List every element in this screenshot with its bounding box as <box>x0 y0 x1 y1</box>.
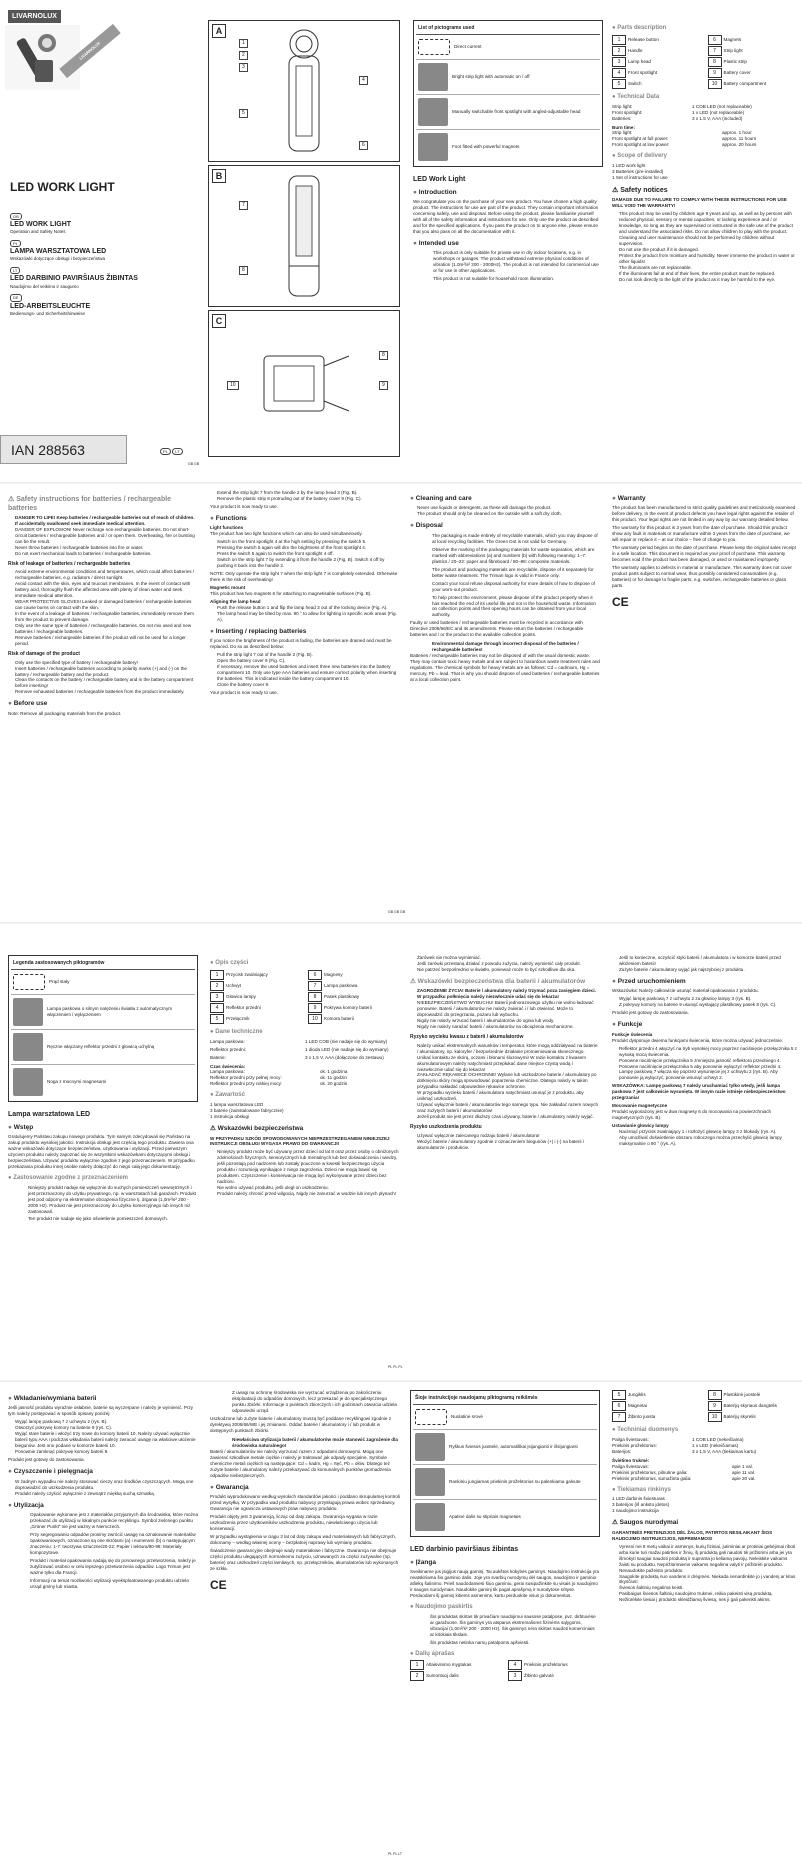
pictogram-table-pl: Legenda zastosowanych piktogramów Prąd stały Lampa paskowa o silnym natężeniu światła z automatycznym włączeniem i wyłączeniem Ręczne włączany reflektor przedni z głowicą uchylną Noga z mocnymi magnesami <box>8 955 198 1102</box>
lt-use-heading: ● Naudojimo paskirtis <box>410 1603 473 1610</box>
pl-product-title: Lampa warsztatowa LED <box>8 1110 91 1118</box>
callout: 8 <box>239 266 248 275</box>
pl-col-functions <box>612 955 797 1365</box>
battery-safety-list: • DANGER TO LIFE! Keep batteries / rechargeable batteries out of reach of children. If accidentally swallowed seek immediate medical attention. • DANGER OF EXPLOSION! Never recharge non-rechargeable batteries. Do not short-circuit batteries / rechargeable batteries and / or open them. Overheating, fire or bursting can be the result. • Never throw batteries / rechargeable batteries into fire or water. • Do not exert mechanical loads to batteries / rechargeable batteries. <box>8 515 198 557</box>
before-use-heading: ● Before use <box>8 700 48 708</box>
page-cover <box>0 0 802 480</box>
diagonal-brand-strip: LIVARNOLUX <box>59 24 120 78</box>
country-badges <box>160 448 183 455</box>
safety-heading: ⚠ Safety notices <box>612 187 668 195</box>
intended-use-heading: ● Intended use <box>413 239 459 247</box>
tech-heading: ● Technical Data <box>612 93 660 100</box>
work-light-drawing-c <box>249 336 359 436</box>
pl-before-steps: • Wyjąć lampę paskową 7 z uchwytu 2 za głowicę lampy 3 (rys. B). • Z pokrywy komory na baterie 9 usunąć wystający plastikowy pasek 8 (rys. C). <box>612 996 797 1008</box>
lt-tech-data: Pailga šviestuvas: 1 COB LED (nekeičiama) Priekinis prožektorius: 1 x LED (nekeičiamas) Baterijos: 3 x 1,5 V, AAA (tiekiamas kartu) <box>612 1436 757 1454</box>
lang-title: LED DARBINIO PAVIRŠIAUS ŽIBINTAS <box>10 275 138 283</box>
lt-tech-heading: ● Techniniai duomenys <box>612 1427 679 1433</box>
lang-sub: Naudojimo del veikimo ir saugumo <box>10 283 79 289</box>
leak-heading: Risk of leakage of batteries / rechargeable batteries <box>8 560 131 567</box>
callout: 4 <box>359 76 368 85</box>
lt-scope-list: 1 LED darbinis šviestuvas 3 baterijos (iš anksto įdėtos) 1 naudojimo instrukcija <box>612 1496 670 1514</box>
magnet-foot-icon <box>418 133 448 161</box>
strip-light-icon <box>415 1433 445 1461</box>
pl-insert-steps: • Wyjąć lampę paskową 7 z uchwytu 2 (rys. B). • Otworzyć pokrywę komory na baterie 9 (rys. C). • Wyjąć stare baterie i włożyć trzy nowe do komory baterii 10. Należy używać wyłącznie baterii typu AAA i podczas wkładania baterii należy zwracać uwagę na właściwe ułożenie biegunów. Jest ono podane w komorze baterii 10. • Ponownie zamknąć pokrywę komory baterii 9. <box>8 1419 198 1455</box>
strip-light-icon <box>13 998 43 1026</box>
ian-number: IAN 288563 <box>11 442 85 458</box>
part-item: 6 Magnets <box>708 35 798 45</box>
pl-safety-warning: W PRZYPADKU SZKÓD SPOWODOWANYCH NIEPRZESTRZEGANIEM NINIEJSZEJ INSTRUKCJI OBSŁUGI WYGASA PRAWO DO GWARANCJI! <box>210 1135 390 1147</box>
language-entry-lt <box>10 267 195 289</box>
pl2-col-batteries <box>8 1390 198 1855</box>
part-item: 1 Release button <box>612 35 702 45</box>
page-pl-1 <box>0 955 802 1375</box>
pictogram-text: Bright strip light with automatic on / off <box>452 73 530 79</box>
lt-scope-heading: ● Tiekiamas rinkinys <box>612 1486 671 1493</box>
warning-triangle-icon: ⚠ <box>8 496 17 503</box>
lang-sub: Wskazówki dotyczące obsługi i bezpieczeństwa <box>10 256 106 262</box>
pictogram-table-lt: Šioje instrukcijoje naudojamų piktogramų reikšmės Nuolatinė srovė Ryškus šviesos juostelė, automatiškai įsijungianti ir išsijungianti Rankiniu jungiamas priekinis prožektorius su palenkiama galvute Apatinė dalis su stipriais magnetais <box>410 1390 600 1537</box>
pl-mag-heading: Mocowanie magnetyczne <box>612 1103 668 1109</box>
lang-code: DE <box>10 294 22 301</box>
ian-box <box>0 435 127 464</box>
pl-disposal-last: Z uwagi na ochronę środowiska nie wyrzucać urządzenia po zakończeniu eksploatacji do odpadów domowych, lecz przekazać je do specjalistycznego punktu zbiórki. Informacje o punktach zbiorczych i ich godzinach otwarcia udziela odpowiedni urząd. <box>232 1390 397 1413</box>
pl-safety-heading: ⚠ Wskazówki bezpieczeństwa <box>210 1125 304 1133</box>
lang-title: LAMPA WARSZTATOWA LED <box>10 248 107 256</box>
pl-functions-heading: ● Funkcje <box>612 1021 643 1029</box>
intro-text: We congratulate you on the purchase of your new product. You have chosen a high quality product. The instructions for use are part of the product. They contain important information concerning safety, use and disposal. Before using the product, please familiarise yourself with all of the safety information and instructions for use. Only use the product as described and for the specified applications. If you pass the product on to anyone else, please ensure that you also pass on all the documentation with it. <box>413 199 599 234</box>
pictogram-row <box>416 95 600 130</box>
pl-scope-list: 1 lampa warsztatowa LED 3 baterie (zainstalowane fabrycznie) 1 instrukcja obsługi <box>210 1102 284 1120</box>
pl-tech-data: Lampa paskowa: 1 LED COB (nie nadaje się do wymiany) Reflektor przedni: 1 dioda LED (nie nadaje się do wymiany) Baterie: 3 x 1,5 V, AAA (dołączone do zestawu) <box>210 1038 389 1060</box>
pl-disposal-heading: ● Utylizacja <box>8 1501 44 1509</box>
lt-parts-list-a: 1 Atlaisvinimo mygtukas 4 Priekinis prožektorius 2 Sumontuoj dalis 3 Žibinto galvutė <box>410 1660 600 1681</box>
insert-batteries-steps: • Pull the strip light 7 out of the handle 2 (Fig. B). • Open the battery cover 9 (Fig. C). • If necessary, remove the used batteries and insert three new batteries into the battery compartment 10. Only use type AAA batteries and ensure correct polarity when inserting the batteries. This is indicated inside the battery compartment 10. • Close the battery cover 9. <box>210 652 400 688</box>
lt-parts-list-b: 5 Jungiklis 8 Plastikinė juostelė 6 Magnetai 9 Baterijų skyriaus dangtelis 7 Žibinto juosta 10 Baterijų skyrelis <box>612 1390 797 1422</box>
callout: 1 <box>239 39 248 48</box>
pl-functions-steps: • Reflektor przedni 4 włączyć na tryb wysokiej mocy poprzez naciśnięcie przełącznika 5 z wysoką mocą świecenia. • Ponowne naciśnięcie przełącznika 5 zmniejsza jasność reflektora przedniego 4. • Ponowne naciśnięcie przełącznika 5 aby ponownie wyłączyć reflektor przedni 4. • Lampę paskową 7 włącza się poprzez wysunięcie jej z uchwytu 2 (rys. B). Aby ponownie ją wyłączyć, ponownie wsunąć uchwyt 2. <box>612 1046 797 1082</box>
pictogram-title: List of pictograms used <box>416 23 600 35</box>
direct-current-icon <box>415 1409 447 1425</box>
pl-safety-list: • Niniejszy produkt może być używany przez dzieci od lat 8 oraz przez osoby o obniżonych zdolnościach fizycznych, sensorycznych lub mentalnych lub bez doświadczenia i wiedzy, jeśli pozostają pod nadzorem lub zostały pouczone w kwestii bezpiecznego użycia produktu i rozumieją wynikające z niego zagrożenia. Dzieci nie mogą bawić się produktem. Czyszczenie i konserwacja nie mogą być wykonywane przez dzieci bez nadzoru. • Nie wolno używać produktu, jeśli uległ on uszkodzeniu. • Produkt należy chronić przed wilgocią. Nigdy nie zanurzać w wodzie lub innych płynach! <box>210 1149 400 1197</box>
lang-title: LED-ARBEITSLEUCHTE <box>10 302 91 310</box>
align-steps: • Push the release button 1 and flip the lamp head 3 out of the locking device (Fig. A). • The lamp head may be tilted by max. 90 ° to allow for lighting in specific work areas (Fig. A). <box>210 605 400 623</box>
en-col-parts <box>612 20 797 470</box>
page-footer: GB GB GB <box>388 910 406 914</box>
scope-heading: ● Scope of delivery <box>612 153 667 160</box>
pl-battery-list: • ZAGROŻENIE ŻYCIA! Baterie / akumulatory należy trzymać poza zasięgiem dzieci. W przypadku połknięcia należy niezwłocznie udać się do lekarza! • NIEBEZPIECZEŃSTWO WYBUCHU! Baterii jednorazowego użytku nie wolno ładować ponownie. Baterii / akumulatorów nie należy zwierać i / lub otwierać. Może to doprowadzić do przegrzania, pożaru lub wybuchu. • Nigdy nie należy wrzucać baterii / akumulatorów do ognia lub wody. • Nigdy nie należy narażać baterii / akumulatorów na obciążenia mechaniczne. <box>410 988 600 1030</box>
damage-heading: Risk of damage of the product <box>8 651 80 658</box>
lt-col-tech <box>612 1390 797 1855</box>
pl-battery-heading: ⚠ Wskazówki bezpieczeństwa dla baterii / akumulatorów <box>410 977 586 985</box>
part-item: 5 Switch <box>612 79 702 89</box>
pl-insert-heading: ● Wkładanie/wymiana baterii <box>8 1395 97 1402</box>
pl-disposal-list: Opakowanie wykonane jest z materiałów przyjaznych dla środowiska, które można przekazać do utylizacji w lokalnym punkcie recyklingu. Symbol zielonego punktu „Grüner Punkt“ nie jest ważny w Niemczech. Przy segregowaniu odpadów prosimy zwrócić uwagę na oznakowanie materiałów opakowaniowych, oznaczone są one skrótami (a) i numerami (b) o następującym znaczeniu: 1-7: tworzywa sztuczne/20-22: Papier i tektura/80-98: Materiały kompozytowe. Produkt i materiał opakowania nadają się do ponownego przetworzenia, należy je zutylizować osobno w celu lepszego przetworzenia odpadów. Logo Triman jest ważne tylko dla Francji. Informacji na temat możliwości utylizacji wyeksploatowanego produktu udziela urząd gminy lub miasta. <box>30 1511 198 1589</box>
functions-subheading: Light functions <box>210 525 244 531</box>
safety-list: • This product may be used by children age 8 years and up, as well as by persons with reduced physical, sensory or mental capacities, or lacking experience and / or knowledge, so long as they are supervised or instructed in the safe use of the product and understand the associated risks. Do not allow children to play with the product. Cleaning and user maintenance should not be performed by children without supervision. • Do not use the product if it is damaged. • Protect the product from moisture and humidity. Never immerse the product in water or other liquids! • The illuminants are not replaceable. • If the illuminants fail at end of their lives, the entire product must be replaced. • Do not look directly to the light of the product as it may be harmful to the eye. <box>612 211 797 283</box>
pl-ready-2: Produkt jest gotowy do zastosowania. <box>8 1457 85 1463</box>
figure-letter: B <box>212 169 226 183</box>
lang-sub: Bedienungs- und Sicherheitshinweise <box>10 310 86 316</box>
work-light-drawing-b <box>264 171 344 301</box>
pictogram-text: Foot fitted with powerful magnets <box>452 143 520 149</box>
figure-c <box>208 310 400 457</box>
cover-title: LED WORK LIGHT <box>10 180 115 194</box>
pl-align-steps: • Nacisnąć przycisk zwalniający 1 i rozłożyć głowicę lampy 3 z blokady (rys. A). • Aby umożliwić doświetlenie obszaru roboczego można przechylić głowicę lampy maksymalnie o 90 ° (rys. A). <box>612 1129 797 1147</box>
callout: 10 <box>227 381 239 390</box>
burn-time-data: Strip light: approx. 1 hour Front spotlight at full power: approx. 11 hours Front spotlight at low power: approx. 20 hours <box>612 130 757 148</box>
pl-safety-list-cont: • Żarówek nie można wymieniać. • Jeśli żarówki przestaną działać z powodu zużycia, należy wymienić cały produkt. • Nie patrzeć bezpośrednio w światło, ponieważ może to być szkodliwe dla oka. <box>410 955 600 973</box>
page-pl-lt <box>0 1390 802 1865</box>
pictogram-table <box>413 20 603 167</box>
parts-heading: ● Parts description <box>612 25 667 31</box>
ready-text: Your product is now ready to use. <box>210 503 279 509</box>
pl-use-heading: ● Zastosowanie zgodne z przeznaczeniem <box>8 1174 128 1181</box>
pl-warranty-heading: ● Gwarancja <box>210 1483 249 1491</box>
pl-damage-list: • Używać wyłącznie zalecanego rodzaju baterii / akumulatora! • Włożyć baterie / akumulatory zgodnie z oznaczeniem biegunów (+) i (-) na baterii / akumulatorze i produkcie. <box>410 1133 600 1151</box>
en-col-disposal <box>410 490 600 910</box>
pictogram-row <box>416 130 600 164</box>
direct-current-icon <box>418 39 450 55</box>
lt-intro-heading: ● Įžanga <box>410 1558 436 1566</box>
product-photo <box>5 25 80 90</box>
lt-safety-list: • Vyresni nei 8 metų vaikai ir asmenys, kurių fiziniai, jutiminiai ar protiniai gebėjimai riboti arba kurie turi mažai patirties ir žinių, šį produktą gali naudoti tik prižiūrimi arba jei yra išmokyti saugiai naudoti produktą ir supranta jo keliamą pavojų. Neleiskite vaikams žaisti su produktu. Neprižiūrimiems vaikams negalima valyti ir prižiūrėti produkto. • Nenaudokite pažeisto produkto. • Saugokite produktą nuo vandens ir drėgmės. Niekada nenardinkite jo į vandenį ar kitus skysčius! • Šviesos šaltinių negalima keisti. • Pasibaigus šviesos šaltinių naudojimo trukmei, reikia pakeisti visą produktą. • Nežiūrėkite tiesiai į produkto skleidžiamą šviesą, nes ji gali pakenkti akims. <box>612 1544 797 1604</box>
lt-intro-text: Sveikiname jus įsigijus naują gaminį. Tai aukštos kokybės gaminys. Naudojimo instrukcija yra neatskiriama šio gaminio dalis. Joje yra svarbių nurodymų dėl saugos, naudojimo ir gaminio atliekų šalinimo. Prieš naudodamiesi šiuo gaminiu, gerai susipažinkite su visais jo naudojimo ir saugos nurodymais. Naudokite gaminį tik pagal aprašymą ir nurodytose srityse. Perduodami šį gaminį kitiems asmenims, kartu perduokite visus jo dokumentus. <box>410 1569 600 1598</box>
callout: 6 <box>359 141 368 150</box>
pl-use-text-2: Ten produkt nie nadaje się jako oświetlenie pomieszczeń domowych. <box>28 1216 168 1222</box>
warning-triangle-icon: ⚠ <box>612 187 621 195</box>
en-col-batteries <box>8 490 198 910</box>
pl-ready: Produkt jest gotowy do zastosowania. <box>612 1010 689 1016</box>
part-item: 10 Battery compartment <box>708 79 798 89</box>
lt-parts-heading: ● Dalių aprašas <box>410 1650 455 1657</box>
pl-col-intro <box>8 955 198 1365</box>
care-list: • Never use liquids or detergents, as these will damage the product. • The product should only be cleaned on the outside with a soft dry cloth. <box>410 505 600 517</box>
warranty-heading: ● Warranty <box>612 495 646 502</box>
lt-burn-data: Pailga šviestuvas: apie 1 val. Priekinis prožektorius, pilnutine galia: apie 11 val. Priekinis prožektorius, sumažinta galia: apie 20 val. <box>612 1463 756 1481</box>
magnetic-text: This product has two magnets 6 for attaching to magnetisable surfaces (Fig. B). <box>210 591 372 597</box>
ready-text-2: Your product is now ready to use. <box>210 690 279 696</box>
lt-burn-heading: Šviėtimo trukmė: <box>612 1457 650 1463</box>
pl-burn-heading: Czas świecenia: <box>210 1063 246 1069</box>
before-use-steps: • Extend the strip light 7 from the handle 2 by the lamp head 3 (Fig. B). • Remove the plastic strip 8 protruding out of the battery cover 9 (Fig. C). <box>210 490 400 502</box>
badge-pl: PL <box>160 448 171 455</box>
insert-batteries-text: If you notice the brightness of the product is fading, the batteries are drained and must be replaced. Do so as described below: <box>210 638 392 650</box>
lang-title: LED WORK LIGHT <box>10 221 72 229</box>
pictogram-row <box>416 60 600 95</box>
damage-list: • Only use the specified type of battery / rechargeable battery! • Insert batteries / rechargeable batteries according to polarity marks (+) and (-) on the battery / rechargeable battery and the product. • Clean the contacts on the battery / rechargeable battery and in the battery compartment before inserting! • Remove exhausted batteries / rechargeable batteries from the product immediately. <box>8 660 198 696</box>
pl-functions-note: WSKAZÓWKA: Lampę paskową 7 należy uruchamiać tylko wtedy, jeśli lampa paskowa 7 jest całkowicie wysunięta. W innym razie istnieje niebezpieczeństwo przegrzania! <box>612 1083 786 1101</box>
pl-leak-heading: Ryzyko wycieku kwasu z baterii / akumulatorów <box>410 1034 524 1041</box>
en-col-functions <box>210 490 400 910</box>
pl-align-heading: Ustawianie głowicy lampy <box>612 1123 669 1129</box>
safety-warning: DAMAGE DUE TO FAILURE TO COMPLY WITH THESE INSTRUCTIONS FOR USE WILL VOID THE WARRANTY! <box>612 197 787 209</box>
parts-list <box>612 35 797 89</box>
figure-letter: C <box>212 314 226 328</box>
pl-env-heading: Niewłaściwa utylizacja baterii / akumulatorów może stanowić zagrożenie dla środowiska naturalnego! <box>232 1436 398 1448</box>
lang-code: PL <box>10 240 21 247</box>
pl-parts-heading: ● Opis części <box>210 960 249 966</box>
env-heading: Environmental damage through incorrect disposal of the batteries / rechargeable batteries! <box>432 641 579 653</box>
battery-safety-heading: ⚠ Safety instructions for batteries / rechargeable batteries <box>8 496 172 513</box>
lt-safety-heading: ⚠ Saugos nurodymai <box>612 1519 679 1527</box>
functions-note: NOTE: Only operate the strip light 7 when the strip light 7 is completely extended. Otherwise there is the risk of overheating! <box>210 571 398 583</box>
magnet-foot-icon <box>13 1068 43 1096</box>
pictogram-text: Direct current <box>454 43 482 49</box>
page-en-2 <box>0 490 802 920</box>
spotlight-icon <box>415 1468 445 1496</box>
direct-current-icon <box>13 974 45 990</box>
disposal-list: The packaging is made entirely of recyclable materials, which you may dispose of at local recycling facilities. The Green Dot is not valid for Germany. Observe the marking of the packaging materials for waste separation, which are marked with abbreviations (a) and numbers (b) with following meaning: 1–7: plastics / 20–22: paper and fibreboard / 80–98: composite materials. The product and packaging materials are recyclable, dispose of it separately for better waste treatment. The Triman logo is valid in France only. Contact your local refuse disposal authority for more details of how to dispose of your worn-out product. To help protect the environment, please dispose of the product properly when it has reached the end of its useful life and not in the household waste. Information on collection points and their opening hours can be obtained from your local authority. <box>432 532 598 618</box>
functions-text: The product has two light functions which can also be used simultaneously. <box>210 531 363 537</box>
before-use-note: Note: Remove all packaging materials from the product. <box>8 710 122 716</box>
intended-use-text-2: This product is not suitable for household room illumination. <box>433 276 555 282</box>
part-item: 2 Handle <box>612 46 702 56</box>
figure-b <box>208 165 400 307</box>
pl-parts-list: 1 Przycisk zwalniający 6 Magnesy 2 Uchwyt 7 Lampa paskowa 3 Głowica lampy 8 Pasek plastikowy 4 Reflektor przedni 9 Pokrywa komory baterii 5 Przełącznik 10 Komora baterii <box>210 970 400 1024</box>
spotlight-icon <box>13 1033 43 1061</box>
page-footer: PL PL LT <box>388 1852 403 1856</box>
pl2-col-warranty: Z uwagi na ochronę środowiska nie wyrzucać urządzenia po zakończeniu eksploatacji do odpadów domowych, lecz przekazać je do specjalistycznego punktu zbiórki. Informacje o punktach zbiorczych i ich godzinach otwarcia udziela odpowiedni urząd. Uszkodzone lub zużyte baterie / akumulatory muszą być poddane recyklingowi zgodnie z dyrektywą 2006/66/WE i jej zmianami. Oddać baterie / akumulatory i / lub produkt w dostępnych punktach zbiórki. Niewłaściwa utylizacja baterii / akumulatorów może stanowić zagrożenie dla środowiska naturalnego! Baterii / akumulatorów nie należy wyrzucać razem z odpadami domowymi. Mogą one zawierać szkodliwe metale ciężkie i należy je traktować jak odpady specjalne. Symbole chemiczne metali ciężkich są następujące: Cd = kadm, Hg = rtęć, Pb = ołów. Dlatego też zużyte baterie / akumulatory należy przekazywać do komunalnych punktów gromadzenia odpadów niebezpiecznych. ● Gwarancja Produkt wyprodukowano według wysokich standardów jakości i poddano skrupulatnej kontroli przed wysyłką. W przypadku wad produktu nabywcy przysługują prawa wobec sprzedawcy. Gwarancja nie ogranicza ustawowych praw nabywcy produktu. Produkt objęty jest 3 gwarancją, licząc od daty zakupu. Gwarancja wygasa w razie uszkodzenia przez użytkowników uszkodzenia produktu, niewłaściwego użycia lub konserwacji. W przypadku wystąpienia w ciągu 3 lat od daty zakupu wad materiałowych lub fabrycznych, dokonamy – według własnej oceny – bezpłatnej naprawy lub wymiany produktu. Świadczenie gwarancyjne obejmuje wady materiałowe i fabryczne. Gwarancja nie obejmuje części produktu ulegających normalnemu zużyciu, uznawanych za części zużywalne (np. baterie) oraz uszkodzeń części łamliwych, np. przełączników, akumulatorów lub wykonanych ze szkła. CE <box>210 1390 400 1592</box>
functions-steps: • Switch on the front spotlight 4 at the high setting by pressing the switch 5. • Pressing the switch 5 again will dim the brightness of the front spotlight 4. • Press the switch 5 again to switch the front spotlight 4 off. • Switch on the strip light 7 by extending it from the handle 2 (Fig. B). Switch it off by pushing it back into the handle 2. <box>210 539 400 569</box>
disposal-heading: ● Disposal <box>410 522 443 530</box>
part-item: 4 Front spotlight <box>612 68 702 78</box>
pl-tech-heading: ● Dane techniczne <box>210 1028 263 1035</box>
callout: 2 <box>239 51 248 60</box>
lt-use-text-2: Šis produktas netinka namų patalpoms apšviesti. <box>430 1639 530 1645</box>
page-footer: GB GB <box>188 462 200 466</box>
warning-triangle-icon: ⚠ <box>612 1519 620 1527</box>
pl-damage-heading: Ryzyko uszkodzenia produktu <box>410 1124 482 1131</box>
warning-triangle-icon: ⚠ <box>210 1125 218 1133</box>
align-heading: Aligning the lamp head <box>210 599 261 604</box>
language-entry-pl <box>10 240 195 262</box>
functions-heading: ● Functions <box>210 514 247 522</box>
badge-lt: LT <box>172 448 182 455</box>
magnetic-heading: Magnetic mount <box>210 585 246 591</box>
brand-logo: LIVARNOLUX <box>8 10 61 23</box>
pl-mag-text: Produkt wyposażony jest w dwa magnesy 6 do mocowania na powierzchniach magnetycznych (rys. B). <box>612 1109 772 1121</box>
care-heading: ● Cleaning and care <box>410 495 472 502</box>
language-entry-de <box>10 294 195 316</box>
figures-column <box>208 20 408 470</box>
lt-product-title: LED darbinio paviršiaus žibintas <box>410 1545 519 1553</box>
part-item: 8 Plastic strip <box>708 57 798 67</box>
scope-list: 1 LED work light 3 Batteries (pre-installed) 1 Set of instructions for use <box>612 163 668 181</box>
pl-care-list: • W żadnym wypadku nie należy stosować cieczy oraz środków czyszczących. Mogą one doprowadzić do uszkodzenia produktu. • Produkt należy czyścić wyłącznie z zewnątrz miękką suchą szmatką. <box>8 1479 198 1497</box>
spotlight-icon <box>418 98 448 126</box>
warning-triangle-icon: ⚠ <box>410 977 418 985</box>
callout: 5 <box>239 109 248 118</box>
pl-col-batteries <box>410 955 600 1365</box>
pl-damage-list-cont: • Jeśli to konieczne, oczyścić styki baterii / akumulatora i w komorze baterii przed włożeniem baterii! • Zużyte baterie / akumulatory wyjąć jak najszybciej z produktu. <box>612 955 797 973</box>
disposal-note: Faulty or used batteries / rechargeable batteries must be recycled in accordance with Directive 2006/66/EC and its amendments. Please return the batteries / rechargeable batteries and / or the product to the available collection points. <box>410 620 584 638</box>
lang-code: LT <box>10 267 20 274</box>
part-item: 3 Lamp head <box>612 57 702 67</box>
pl-insert-text: Jeśli jasność produktu wyraźnie osłabnie, baterie są wyczerpane i należy je wymienić. Przy tym należy postępować w sposób opisany poniżej: <box>8 1405 194 1417</box>
pl-leak-list: • Należy unikać ekstremalnych warunków i temperatur, które mogą oddziaływać na baterie / akumulatory, np. kaloryfer / bezpośrednie działanie promieniowania słonecznego. • Unikać kontaktu ze skórą, oczami i błonami śluzowymi! W razie kontaktu z kwasem akumulatorowym należy natychmiast przepłukać dane miejsce czystą wodą i niezwłocznie udać się do lekarza! • ZAKŁADAĆ RĘKAWICE OCHRONNE! Wylane lub uszkodzone baterie / akumulatory po dotknięciu skóry mogą spowodować poparzenia chemiczne. Dlatego należy w takim przypadku nakładać odpowiednie rękawice ochronne. • W przypadku wycieku baterii / akumulatora natychmiast usunąć je z produktu, aby uniknąć uszkodzeń. • Używać wyłącznie baterii / akumulatorów tego samego typu. Nie zakładać razem nowych oraz zużytych baterii / akumulatorów! • Jeżeli produkt nie jest przez dłuższy czas używany, baterie / akumulatory należy wyjąć. <box>410 1043 600 1121</box>
page-footer: PL PL PL <box>388 1365 403 1369</box>
ce-mark: CE <box>210 1577 227 1592</box>
strip-light-icon <box>418 63 448 91</box>
pictogram-text: Manually switchable front spotlight with angled-adjustable head <box>452 108 581 114</box>
pl-burn-data: Lampa paskowa: ok. 1 godzina Reflektor przedni przy pełnej mocy: ok. 11 godzin Reflektor przedni przy niskiej mocy: ok. 20 godzin <box>210 1069 348 1087</box>
pl-functions-text: Produkt dysponuje dwiema funkcjami świecenia, które można używać jednocześnie. <box>612 1037 784 1043</box>
pl-care-heading: ● Czyszczenie i pielęgnacja <box>8 1468 93 1476</box>
intended-use-text: This product is only suitable for private use in dry indoor locations, e.g. in workshops or garages. The product withstand extreme physical conditions of vibration (1.0m²/s² 200 - 2000Hz). The product is not intended for commercial use or for use in other applications. <box>433 250 599 274</box>
pl-use-text: Niniejszy produkt nadaje się wyłącznie do suchych pomieszczeń wewnętrznych i jest przeznaczony do użytku prywatnego, np. w warsztatach lub garażach. Produkt jest pod odporny na ekstremalne obciążenia fizyczne tj. drgania (1,0m²/s² 200 - 2000 Hz). Produkt nie jest przeznaczony do użytku komercyjnego lub innych niż zastosowań. <box>28 1184 197 1214</box>
figure-letter: A <box>212 24 226 38</box>
en-col-warranty: ● Warranty The product has been manufactured to strict quality guidelines and meticulously examined before delivery. In the event of product defects you have legal rights against the retailer of this product. Your legal rights are not limited in any way by our warranty detailed below. The warranty for this product is 3 years from the date of purchase. Should this product show any fault in materials or manufacture within 3 years from the date of purchase, we will repair or replace it – at our choice – free of charge to you. The warranty period begins on the date of purchase. Please keep the original sales receipt in a safe location. This document is required as your proof of purchase. This warranty becomes void if the product has been damaged, or used or maintained improperly. The warranty applies to defects in material or manufacture. This warranty does not cover product parts subject to normal wear, thus possibly considered consumables (e.g. batteries) or for damage to fragile parts, e.g. switches, rechargeable batteries or glass parts. CE <box>612 495 796 610</box>
work-light-drawing-a <box>264 26 344 156</box>
figure-a <box>208 20 400 162</box>
callout: 8 <box>379 351 388 360</box>
pl-intro-heading: ● Wstęp <box>8 1123 34 1131</box>
tech-data: Strip light: 1 COB LED (not replaceable) Front spotlight: 1 x LED (not replaceable) Batteries: 3 x 1.5 V, AAA (included) <box>612 103 752 121</box>
lt-use-text: Šis produktas skirtas tik privačiam naudojimui sausose patalpose, pvz. dirbtuvėse ar garažuose. Šis gaminys yra atsparus ekstremalioms fizinėms sąlygoms, vibracijai (1,0m²/s² 200 - 2000 Hz). Šis gaminys nėra skirtas naudoti komerciniais ar kitokiais tikslais. <box>430 1613 596 1637</box>
leak-list: • Avoid extreme environmental conditions and temperatures, which could affect batteries / rechargeable batteries, e.g. radiators / direct sunlight. • Avoid contact with the skin, eyes and mucous membranes. In the event of contact with battery acid, thoroughly flush the affected area with plenty of clean water and seek immediate medical attention. • WEAR PROTECTIVE GLOVES! Leaked or damaged batteries / rechargeable batteries can cause burns on contact with the skin. • In the event of a leakage of batteries / rechargeable batteries, immediately remove them from the product to prevent damage. • Only use the same type of batteries / rechargeable batteries. Do not mix used and new batteries / rechargeable batteries. • Remove batteries / rechargeable batteries if the product will not be used for a longer period. <box>8 569 198 647</box>
pictogram-row <box>416 35 600 60</box>
pl-functions-sub: Funkcje świecenia <box>612 1031 653 1037</box>
callout: 9 <box>379 381 388 390</box>
part-item: 7 Strip light <box>708 46 798 56</box>
lang-sub: Operation and Safety Notes <box>10 229 66 235</box>
intro-heading: ● Introduction <box>413 188 457 196</box>
pl-env-text: Baterii / akumulatorów nie należy wyrzucać razem z odpadami domowymi. Mogą one zawierać szkodliwe metale ciężkie i należy je traktować jak odpady specjalne. Symbole chemiczne metali ciężkich są następujące: Cd = kadm, Hg = rtęć, Pb = ołów. Dlatego też zużyte baterie / akumulatory należy przekazywać do komunalnych punktów gromadzenia odpadów niebezpiecznych. <box>210 1448 391 1478</box>
cover <box>0 0 200 480</box>
language-list <box>10 213 195 322</box>
env-text: Batteries / rechargeable batteries may not be disposed of with the usual domestic waste. They may contain toxic heavy metals and are subject to hazardous waste treatment rules and regulations. The chemical symbols for heavy metals are as follows: Cd = cadmium, Hg = mercury, Pb = lead. That is why you should dispose of used batteries / rechargeable batteries at a local collection point. <box>410 653 600 683</box>
insert-batteries-heading: ● Inserting / replacing batteries <box>210 627 307 635</box>
callout: 3 <box>239 63 248 72</box>
part-item: 9 Battery cover <box>708 68 798 78</box>
pl-col-parts <box>210 955 400 1365</box>
lt-safety-warning: GARANTINĖS PRETENZIJOS DĖL ŽALOS, PATIRTOS NESILAIKANT ŠIOS NAUDOJIMO INSTRUKCIJOS, NEPRIIMAMOS! <box>612 1529 773 1541</box>
lt-col-intro <box>410 1390 600 1855</box>
product-title: LED Work Light <box>413 175 466 183</box>
lang-code: GB <box>10 213 22 220</box>
ce-mark: CE <box>612 595 629 610</box>
pl-intro-text: Gratulujemy Państwu zakupu nowego produktu. Tym samym zdecydowali się Państwo na zakup produktu wysokiej jakości. Instrukcja obsługi jest częścią tego produktu. Zawiera ona ważne wskazówki dotyczące bezpieczeństwa, użytkowania i utylizacji. Przed pierwszym użyciem produktu należy zapoznać się ze wszystkimi wskazówkami dotyczącymi obsługi i bezpieczeństwa. Używać produktu wyłącznie zgodnie z jego przeznaczeniem. W przypadku przekazania produktu innej osobie należy dołączyć do niego całą jego dokumentację. <box>8 1134 195 1169</box>
pl-before-heading: ● Przed uruchomieniem <box>612 977 686 985</box>
language-entry-gb <box>10 213 195 235</box>
en-col-intro <box>413 20 603 470</box>
burn-time-heading: Burn time: <box>612 124 635 130</box>
pl-before-note: Wskazówka: Należy całkowicie usunąć materiał opakowania z produktu. <box>612 988 759 994</box>
pl-disposal-note: Uszkodzone lub zużyte baterie / akumulatory muszą być poddane recyklingowi zgodnie z dyrektywą 2006/66/WE i jej zmianami. Oddać baterie / akumulatory i / lub produkt w dostępnych punktach zbiórki. <box>210 1415 392 1433</box>
magnet-foot-icon <box>415 1503 445 1531</box>
pl-scope-heading: ● Zawartość <box>210 1092 245 1099</box>
callout: 7 <box>239 201 248 210</box>
